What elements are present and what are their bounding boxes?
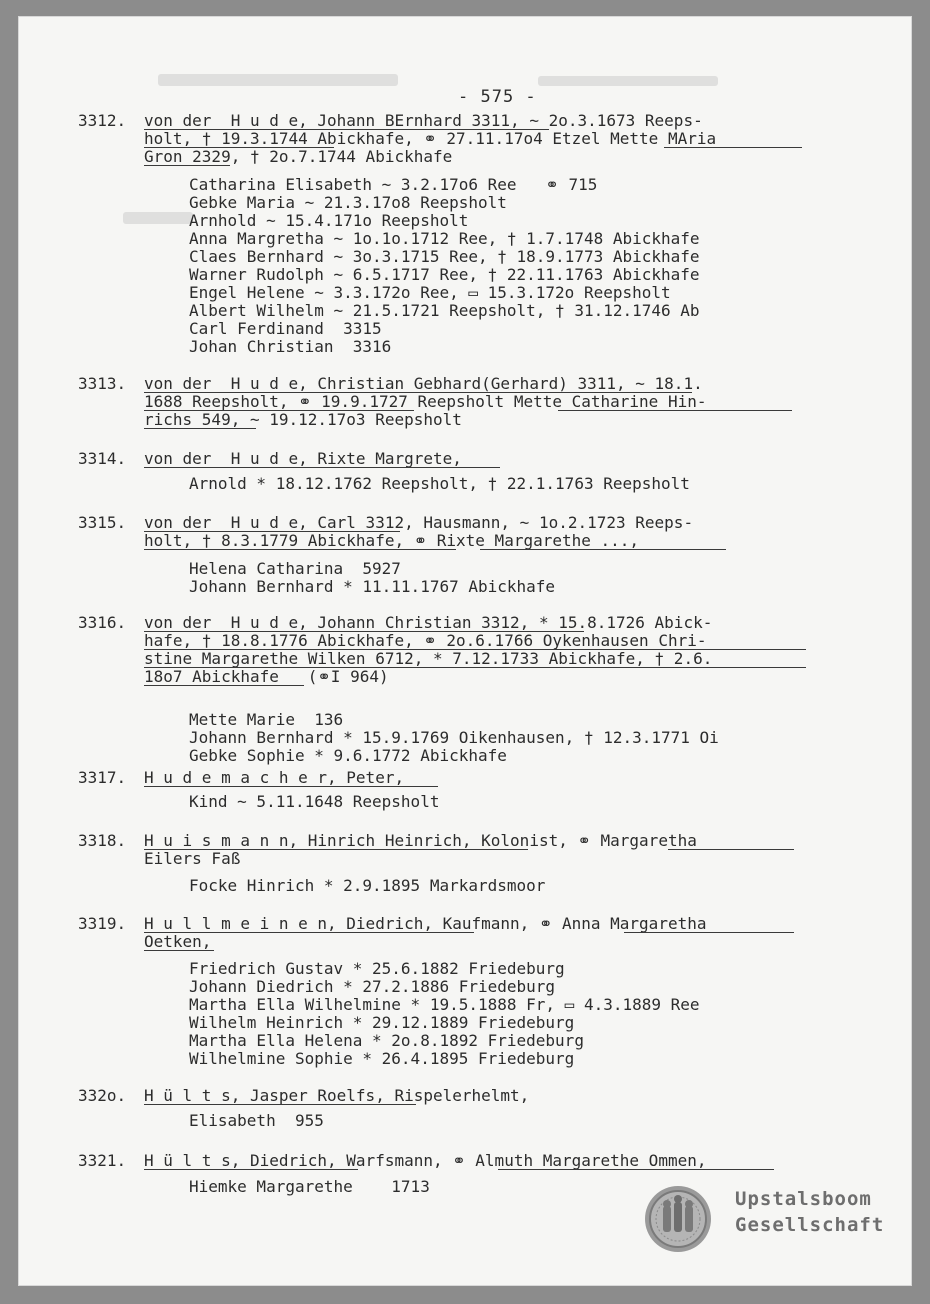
underline [144, 631, 584, 632]
child-line: Anna Margretha ~ 1o.1o.1712 Ree, † 1.7.1748 Abickhafe [189, 229, 700, 248]
scan-smudge [538, 76, 718, 86]
entry-line: von der H u d e, Johann Christian 3312, * 15.8.1726 Abick- [144, 613, 713, 632]
child-line: Martha Ella Helena * 2o.8.1892 Friedeburg [189, 1031, 584, 1050]
underline [144, 932, 474, 933]
entry-line: von der H u d e, Carl 3312, Hausmann, ~ 1o.2.1723 Reeps- [144, 513, 694, 532]
underline [144, 950, 214, 951]
entry-line: richs 549, ~ 19.12.17o3 Reepsholt [144, 410, 462, 429]
entry-line: 1688 Reepsholt, ⚭ 19.9.1727 Reepsholt Mette Catharine Hin- [144, 392, 707, 411]
entry-line: H u i s m a n n, Hinrich Heinrich, Kolonist, ⚭ Margaretha [144, 831, 697, 850]
entry-line: H u d e m a c h e r, Peter, [144, 768, 405, 787]
underline [144, 410, 414, 411]
child-line: Albert Wilhelm ~ 21.5.1721 Reepsholt, † 31.12.1746 Ab [189, 301, 700, 320]
entry-number: 3317. [78, 768, 127, 787]
entry-line: von der H u d e, Johann BErnhard 3311, ~ 2o.3.1673 Reeps- [144, 111, 703, 130]
underline [144, 467, 500, 468]
child-line: Focke Hinrich * 2.9.1895 Markardsmoor [189, 876, 546, 895]
child-line: Catharina Elisabeth ~ 3.2.17o6 Ree ⚭ 715 [189, 175, 598, 194]
child-line: Kind ~ 5.11.1648 Reepsholt [189, 792, 440, 811]
underline [668, 849, 794, 850]
underline [498, 1169, 774, 1170]
underline [144, 849, 528, 850]
child-line: Johann Bernhard * 15.9.1769 Oikenhausen, † 12.3.1771 Oi [189, 728, 719, 747]
child-line: Friedrich Gustav * 25.6.1882 Friedeburg [189, 959, 565, 978]
document-page [18, 16, 912, 1286]
child-line: Arnhold ~ 15.4.171o Reepsholt [189, 211, 469, 230]
entry-line: stine Margarethe Wilken 6712, * 7.12.1733 Abickhafe, † 2.6. [144, 649, 713, 668]
page-number: - 575 - [458, 87, 537, 107]
entry-number: 3313. [78, 374, 127, 393]
entry-number: 332o. [78, 1086, 127, 1105]
child-line: Johan Christian 3316 [189, 337, 392, 356]
child-line: Warner Rudolph ~ 6.5.1717 Ree, † 22.11.1763 Abickhafe [189, 265, 700, 284]
underline [144, 428, 256, 429]
entry-line: H ü l t s, Jasper Roelfs, Rispelerhelmt, [144, 1086, 530, 1105]
child-line: Gebke Maria ~ 21.3.17o8 Reepsholt [189, 193, 507, 212]
underline [558, 410, 792, 411]
child-line: Elisabeth 955 [189, 1111, 324, 1130]
child-line: Mette Marie 136 [189, 710, 344, 729]
entry-line: H u l l m e i n e n, Diedrich, Kaufmann, ⚭ Anna Margaretha [144, 914, 707, 933]
underline [144, 392, 692, 393]
underline [144, 549, 456, 550]
entry-number: 3312. [78, 111, 127, 130]
child-line: Gebke Sophie * 9.6.1772 Abickhafe [189, 746, 507, 765]
underline [144, 786, 438, 787]
entry-line: Oetken, [144, 932, 212, 951]
seal-icon [643, 1184, 713, 1254]
underline [144, 685, 304, 686]
entry-line: holt, † 8.3.1779 Abickhafe, ⚭ Rixte Margarethe ..., [144, 531, 640, 550]
child-line: Martha Ella Wilhelmine * 19.5.1888 Fr, ▭ 4.3.1889 Ree [189, 995, 700, 1014]
entry-number: 3321. [78, 1151, 127, 1170]
underline [144, 129, 549, 130]
entry-number: 3315. [78, 513, 127, 532]
logo-line-1: Upstalsboom [735, 1188, 872, 1210]
child-line: Hiemke Margarethe 1713 [189, 1177, 430, 1196]
entry-line: H ü l t s, Diedrich, Warfsmann, ⚭ Almuth Margarethe Ommen, [144, 1151, 707, 1170]
scan-smudge [158, 74, 398, 86]
logo-line-2: Gesellschaft [735, 1214, 885, 1236]
entry-line: Gron 2329, † 2o.7.1744 Abickhafe [144, 147, 453, 166]
underline [144, 649, 806, 650]
underline [144, 667, 806, 668]
entry-line: 18o7 Abickhafe (⚭I 964) [144, 667, 389, 686]
entry-line: Eilers Faß [144, 849, 241, 868]
underline [144, 531, 400, 532]
underline [144, 1169, 358, 1170]
entry-number: 3319. [78, 914, 127, 933]
child-line: Helena Catharina 5927 [189, 559, 401, 578]
child-line: Johann Bernhard * 11.11.1767 Abickhafe [189, 577, 556, 596]
entry-line: holt, † 19.3.1744 Abickhafe, ⚭ 27.11.17o4 Etzel Mette MAria [144, 129, 717, 148]
entry-number: 3314. [78, 449, 127, 468]
child-line: Wilhelm Heinrich * 29.12.1889 Friedeburg [189, 1013, 575, 1032]
child-line: Wilhelmine Sophie * 26.4.1895 Friedeburg [189, 1049, 575, 1068]
child-line: Johann Diedrich * 27.2.1886 Friedeburg [189, 977, 556, 996]
entry-line: hafe, † 18.8.1776 Abickhafe, ⚭ 2o.6.1766 Oykenhausen Chri- [144, 631, 707, 650]
child-line: Engel Helene ~ 3.3.172o Ree, ▭ 15.3.172o Reepsholt [189, 283, 671, 302]
child-line: Arnold * 18.12.1762 Reepsholt, † 22.1.1763 Reepsholt [189, 474, 690, 493]
child-line: Claes Bernhard ~ 3o.3.1715 Ree, † 18.9.1773 Abickhafe [189, 247, 700, 266]
child-line: Carl Ferdinand 3315 [189, 319, 382, 338]
underline [480, 549, 726, 550]
underline [664, 147, 802, 148]
underline [624, 932, 794, 933]
underline [144, 1104, 416, 1105]
underline [144, 147, 334, 148]
entry-number: 3316. [78, 613, 127, 632]
entry-line: von der H u d e, Christian Gebhard(Gerhard) 3311, ~ 18.1. [144, 374, 703, 393]
entry-number: 3318. [78, 831, 127, 850]
underline [144, 165, 230, 166]
upstalsboom-logo [643, 1184, 903, 1264]
entry-line: von der H u d e, Rixte Margrete, [144, 449, 462, 468]
